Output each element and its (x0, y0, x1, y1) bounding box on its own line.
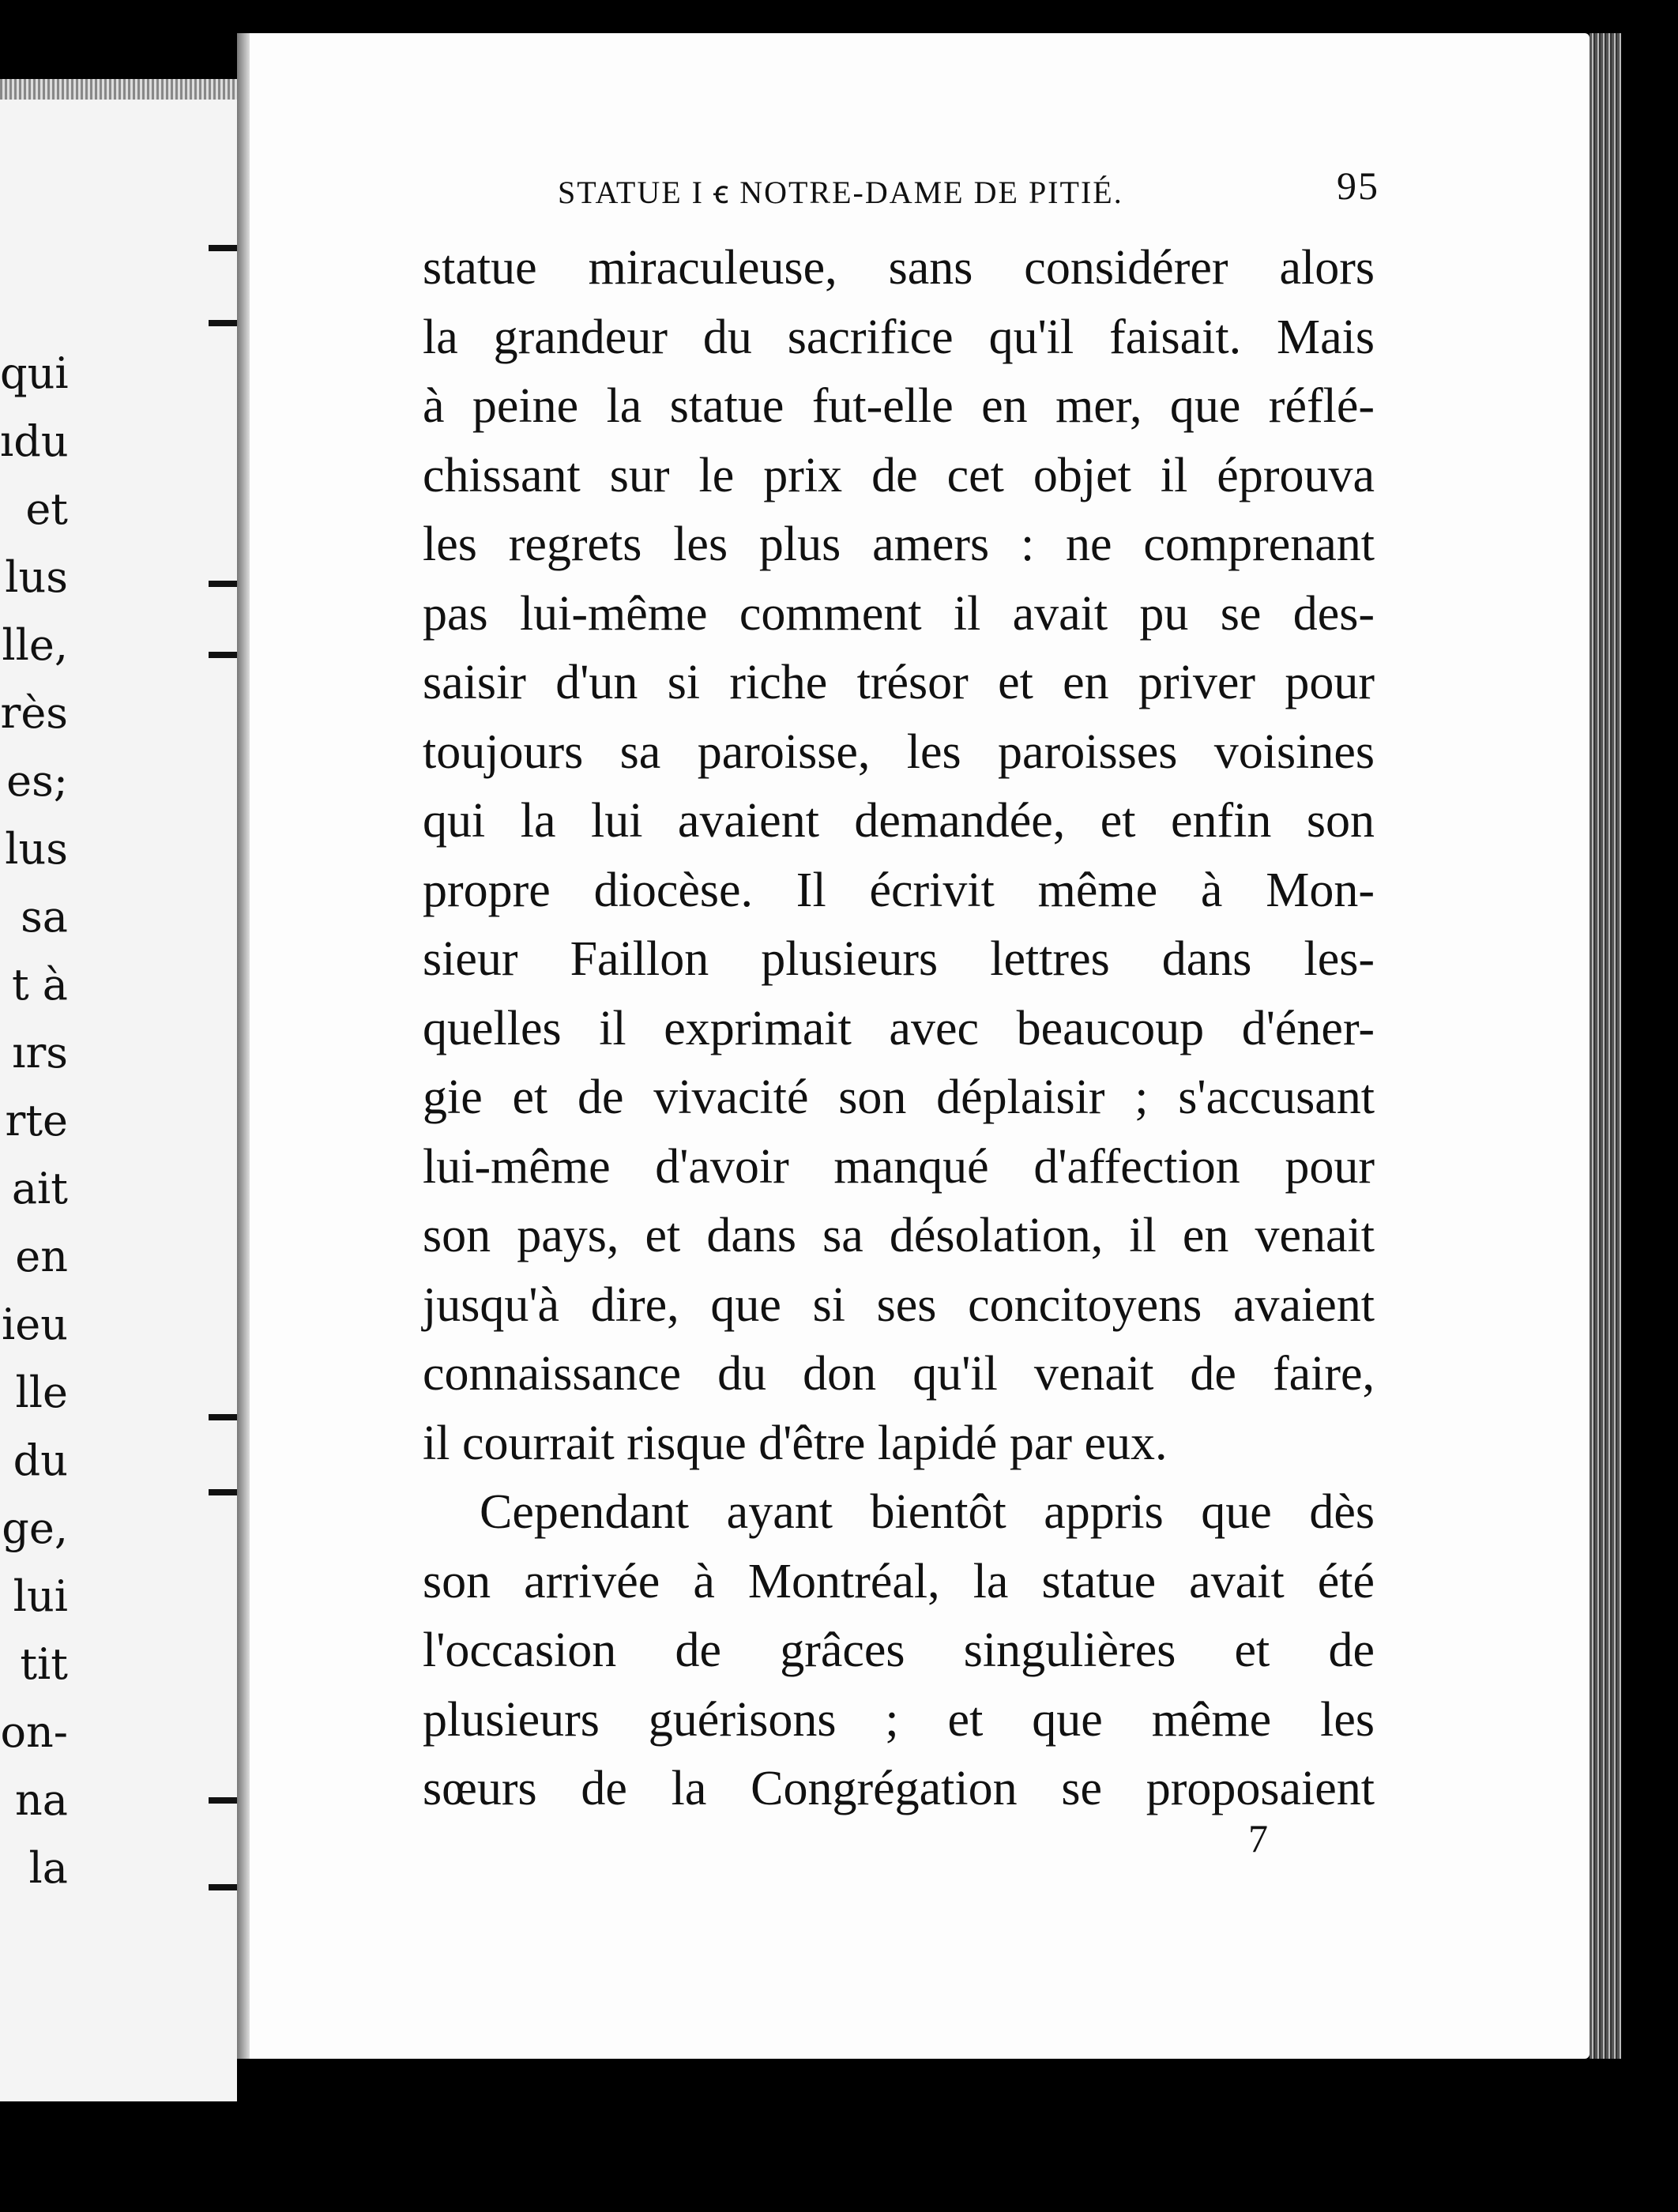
page-number: 95 (1337, 164, 1379, 208)
facing-line: ait (11, 1164, 68, 1213)
paragraph-start-line: Cependant ayant bientôt appris que dès (480, 1485, 1375, 1539)
binding-mark (209, 1884, 237, 1890)
binding-mark (209, 1414, 237, 1420)
facing-line: t à (11, 960, 68, 1010)
text-line: lui-même d'avoir manqué d'affection pour (423, 1139, 1375, 1194)
page-edge (1590, 33, 1621, 2059)
page-gutter (237, 33, 250, 2059)
text-line: qui la lui avaient demandée, et enfin son (423, 794, 1375, 848)
text-line: pas lui-même comment il avait pu se des- (423, 586, 1375, 641)
binding-mark (209, 245, 237, 251)
facing-line: en (15, 1232, 68, 1281)
text-line: son pays, et dans sa désolation, il en venait (423, 1209, 1375, 1262)
running-head (558, 163, 1379, 218)
facing-line: rte (5, 1096, 68, 1146)
running-head-title: STATUE I ꞓ NOTRE-DAME DE PITIÉ. (558, 175, 1123, 210)
signature-mark: 7 (1248, 1816, 1268, 1860)
text-line: connaissance du don qu'il venait de faire, (423, 1347, 1375, 1401)
text-line: quelles il exprimait avec beaucoup d'éner- (423, 1001, 1375, 1055)
facing-line: sa (21, 892, 68, 942)
facing-line: lui (13, 1571, 68, 1621)
text-line: chissant sur le prix de cet objet il éprouva (423, 448, 1375, 502)
binding-mark (209, 1797, 237, 1804)
text-line: gie et de vivacité son déplaisir ; s'accusant (423, 1070, 1375, 1124)
binding-mark (209, 581, 237, 587)
text-line: les regrets les plus amers : ne comprenant (423, 517, 1375, 571)
text-line: plusieurs guérisons ; et que même les (423, 1692, 1375, 1747)
facing-line: du (13, 1435, 68, 1485)
facing-line: on- (0, 1707, 68, 1757)
text-line: statue miraculeuse, sans considérer alors (423, 241, 1375, 295)
facing-line: rès (0, 688, 68, 738)
facing-line: qui (0, 348, 69, 398)
text-line: son arrivée à Montréal, la statue avait été (423, 1554, 1375, 1608)
binding-mark (209, 320, 237, 326)
text-line: il courrait risque d'être lapidé par eux. (423, 1416, 1168, 1470)
text-line: la grandeur du sacrifice qu'il faisait. Mais (423, 310, 1375, 364)
facing-line: lus (5, 824, 68, 874)
facing-line: lle (15, 1367, 68, 1417)
text-line: toujours sa paroisse, les paroisses voisines (423, 724, 1375, 779)
facing-line: lus (5, 552, 68, 602)
facing-line: na (15, 1775, 68, 1825)
facing-line: es; (6, 756, 68, 806)
text-line: à peine la statue fut-elle en mer, que réflé- (423, 379, 1375, 433)
text-line: saisir d'un si riche trésor et en priver pour (423, 656, 1375, 709)
text-line: sieur Faillon plusieurs lettres dans les- (423, 932, 1375, 986)
facing-line: ieu (1, 1300, 68, 1349)
text-line: sœurs de la Congrégation se proposaient (423, 1762, 1375, 1815)
text-line: jusqu'à dire, que si ses concitoyens avaient (423, 1277, 1375, 1332)
facing-line: la (28, 1843, 68, 1893)
text-line: propre diocèse. Il écrivit même à Mon- (423, 863, 1375, 917)
facing-line: ıdu (0, 416, 69, 466)
body-text (423, 234, 1375, 1824)
facing-page-text (0, 340, 68, 1902)
facing-line: ge, (2, 1503, 68, 1553)
text-line: l'occasion de grâces singulières et de (423, 1623, 1375, 1677)
binding-mark (209, 652, 237, 658)
binding-mark (209, 1489, 237, 1495)
facing-line: ırs (12, 1028, 68, 1078)
facing-line: tit (20, 1639, 68, 1689)
facing-page (0, 79, 237, 2101)
facing-line: et (25, 484, 68, 534)
facing-line: lle, (2, 620, 68, 670)
